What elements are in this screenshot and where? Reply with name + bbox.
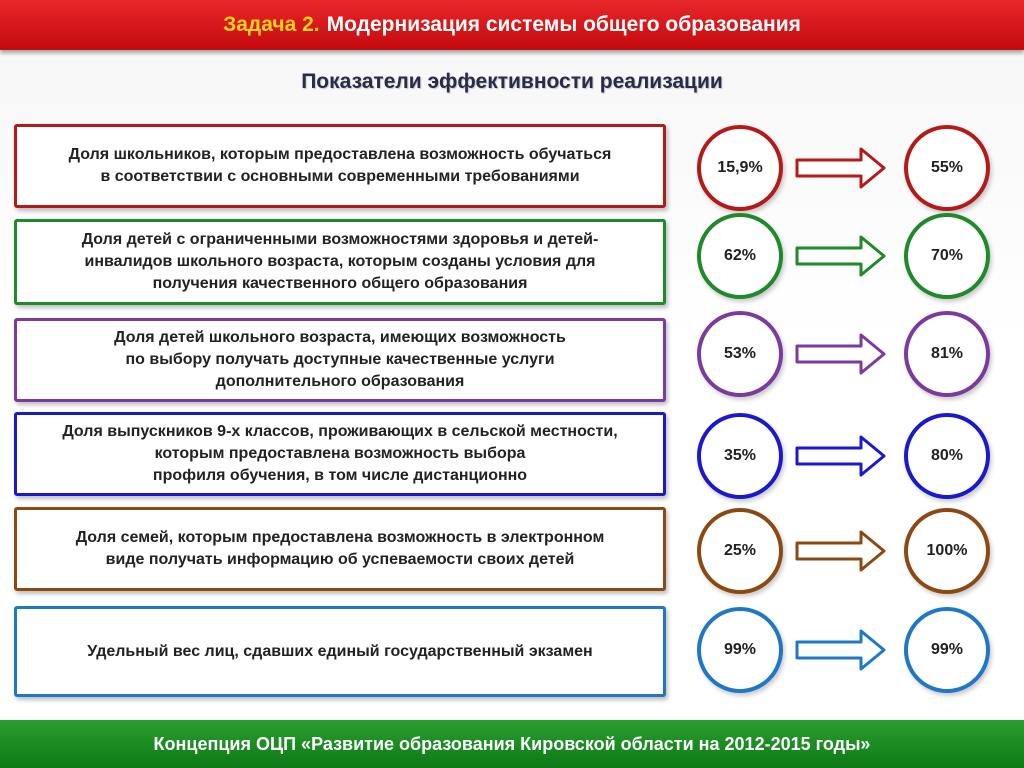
target-value: 99% [930, 641, 964, 658]
baseline-value-circle [697, 607, 783, 693]
indicator-text: Доля школьников, которым предоставлена возможность обучаться в соответствии с основными современными требованиями [68, 146, 612, 185]
indicator-text-box [14, 412, 666, 496]
indicator-text: Доля детей с ограниченными возможностями здоровья и детей- инвалидов школьного возраста, которым созданы условия для получения качественного общего образования [81, 231, 599, 292]
baseline-value-circle [697, 413, 783, 499]
target-value: 81% [930, 345, 964, 362]
baseline-value-circle [697, 311, 783, 397]
baseline-value: 53% [723, 345, 757, 362]
indicator-text-box [14, 124, 666, 208]
indicator-text: Удельный вес лиц, сдавших единый государственный экзамен [87, 642, 593, 660]
right-arrow-icon [795, 235, 887, 277]
page-title: Модернизация системы общего образования [326, 13, 801, 36]
right-arrow-icon [795, 147, 887, 189]
right-arrow-icon [795, 629, 887, 671]
indicator-text: Доля детей школьного возраста, имеющих возможность по выбору получать доступные качественные услуги дополнительного образования [114, 329, 566, 390]
right-arrow-icon [795, 333, 887, 375]
baseline-value-circle [697, 213, 783, 299]
target-value: 70% [930, 247, 964, 264]
target-value-circle [904, 413, 990, 499]
header-bar [0, 0, 1024, 50]
baseline-value-circle [697, 125, 783, 211]
target-value-circle [904, 508, 990, 594]
target-value-circle [904, 125, 990, 211]
right-arrow-icon [795, 435, 887, 477]
target-value-circle [904, 607, 990, 693]
target-value: 55% [930, 159, 964, 176]
baseline-value-circle [697, 508, 783, 594]
target-value: 80% [930, 447, 964, 464]
target-value-circle [904, 311, 990, 397]
baseline-value: 25% [723, 542, 757, 559]
baseline-value: 99% [723, 641, 757, 658]
task-label: Задача 2. [223, 13, 320, 36]
indicator-text: Доля семей, которым предоставлена возможность в электронном виде получать информацию об успеваемости своих детей [75, 529, 605, 568]
target-value: 100% [926, 542, 968, 559]
indicator-text-box [14, 318, 666, 402]
section-subtitle: Показатели эффективности реализации [301, 70, 723, 93]
baseline-value: 15,9% [717, 159, 763, 176]
footer-bar [0, 720, 1024, 768]
indicator-text-box [14, 606, 666, 697]
indicator-text-box [14, 219, 666, 305]
indicator-text-box [14, 507, 666, 591]
baseline-value: 35% [723, 447, 757, 464]
footer-text: Концепция ОЦП «Развитие образования Кировской области на 2012-2015 годы» [153, 733, 871, 754]
baseline-value: 62% [723, 247, 757, 264]
indicator-text: Доля выпускников 9-х классов, проживающих в сельской местности, которым предоставлена возможность выбора профиля обучения, в том числе дистанционно [62, 423, 618, 484]
target-value-circle [904, 213, 990, 299]
right-arrow-icon [795, 530, 887, 572]
